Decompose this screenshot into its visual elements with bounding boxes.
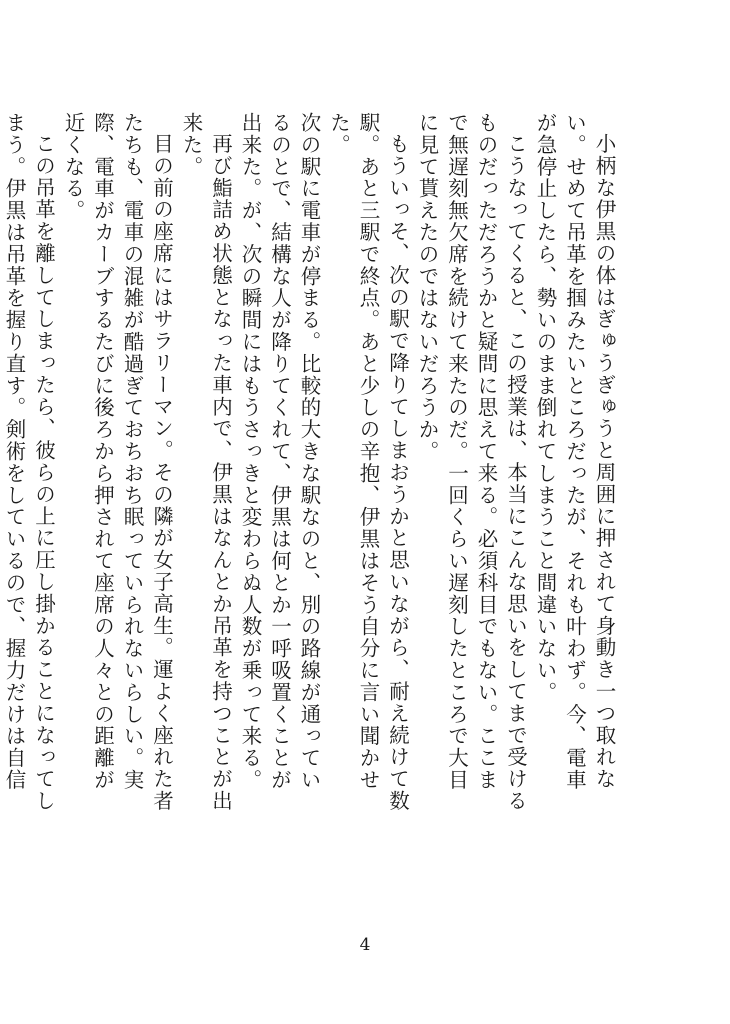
paragraph-7: この吊革を離してしまったら、彼らの上に圧し掛かることになってしまう。伊黒は吊革を握り直す。剣術をしているので、握力だけは自信: [2, 112, 56, 812]
paragraph-4: 次の駅に電車が停まる。比較的大きな駅なのと、別の路線が通っているのとで、結構な人が降りてくれて、伊黒は何とか一呼吸置くことが出来た。が、次の瞬間にはもうさっきと変わらぬ人数が乗って来る。: [238, 112, 321, 791]
paragraph-5: 再び鮨詰め状態となった車内で、伊黒はなんとか吊革を持つことが出来た。: [179, 112, 233, 812]
page-number: 4: [359, 935, 371, 955]
paragraph-2: こうなってくると、この授業は、本当にこんな思いをしてまで受けるものだっただろうかと疑問に思えて来る。必須科目でもない。ここまで無遅刻無欠席を続けて来たのだ。一回くらい遅刻したところで大目に見て貰えたのではないだろうか。: [415, 112, 528, 812]
vertical-text-body: [2, 112, 618, 812]
paragraph-3: もういっそ、次の駅で降りてしまおうかと思いながら、耐え続けて数駅。あと三駅で終点。あと少しの辛抱、伊黒はそう自分に言い聞かせた。: [326, 112, 410, 812]
paragraph-6: 目の前の座席にはサラリーマン。その隣が女子高生。運よく座れた者たちも、電車の混雑が酷過ぎておちおち眠っていられないらしい。実際、電車がカーブするたびに後ろから押されて座席の人々との距離が近くなる。: [61, 112, 174, 812]
paragraph-1: 小柄な伊黒の体はぎゅうぎゅうと周囲に押されて身動き一つ取れない。せめて吊革を掴みたいところだったが、それも叶わず。今、電車が急停止したら、勢いのまま倒れてしまうこと間違いない。: [533, 112, 616, 791]
